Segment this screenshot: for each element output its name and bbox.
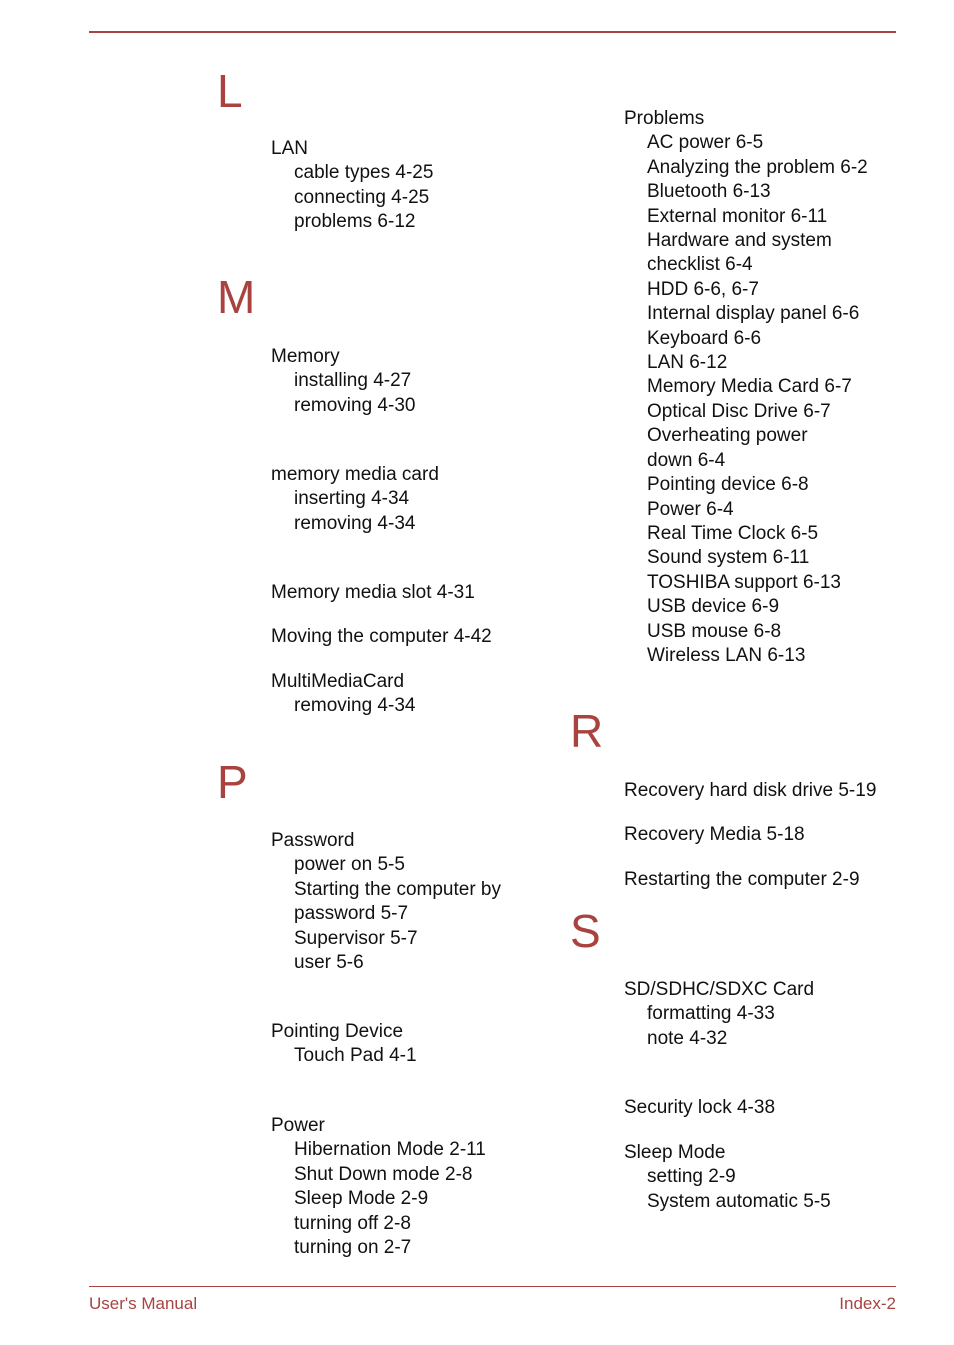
index-entry-lan xyxy=(271,137,433,235)
section-letter-r: R xyxy=(570,705,604,757)
entry-heading: Memory xyxy=(271,346,340,367)
sub-entry[interactable]: problems 6-12 xyxy=(294,211,416,233)
entry-heading: Pointing Device xyxy=(271,1021,404,1042)
sub-entry[interactable]: Optical Disc Drive 6-7 xyxy=(647,400,831,422)
section-letter-l: L xyxy=(217,65,243,117)
entry-heading[interactable]: Moving the computer 4-42 xyxy=(271,626,492,647)
entry-heading: LAN xyxy=(271,138,308,159)
sub-entry[interactable]: Analyzing the problem 6-2 xyxy=(647,156,868,178)
sub-entry[interactable]: HDD 6-6, 6-7 xyxy=(647,278,759,300)
section-letter-p: P xyxy=(217,756,248,808)
entry-heading: Power xyxy=(271,1115,325,1136)
index-entry-password xyxy=(271,829,501,975)
sub-entry[interactable]: System automatic 5-5 xyxy=(647,1190,831,1212)
bottom-rule xyxy=(89,1286,896,1287)
section-letter-m: M xyxy=(217,271,256,323)
index-entry-multimediacard xyxy=(271,670,415,719)
sub-entry[interactable]: Shut Down mode 2-8 xyxy=(294,1163,473,1185)
sub-entry[interactable]: TOSHIBA support 6-13 xyxy=(647,571,841,593)
index-entry-memory-media-slot xyxy=(271,581,475,605)
sub-entry[interactable]: note 4-32 xyxy=(647,1027,728,1049)
sub-entry[interactable]: power on 5-5 xyxy=(294,854,405,876)
sub-entry[interactable]: Supervisor 5-7 xyxy=(294,927,418,949)
index-entry-sd-card xyxy=(624,978,814,1051)
sub-entry[interactable]: checklist 6-4 xyxy=(647,254,753,276)
entry-heading[interactable]: Recovery Media 5-18 xyxy=(624,824,805,845)
sub-entry[interactable]: LAN 6-12 xyxy=(647,352,728,374)
sub-entry[interactable]: External monitor 6-11 xyxy=(647,205,828,227)
sub-entry[interactable]: Bluetooth 6-13 xyxy=(647,181,771,203)
entry-heading: Problems xyxy=(624,108,705,129)
sub-entry[interactable]: turning off 2-8 xyxy=(294,1212,411,1234)
entry-heading: memory media card xyxy=(271,464,439,485)
index-entry-security-lock xyxy=(624,1096,775,1120)
sub-entry[interactable]: Wireless LAN 6-13 xyxy=(647,644,806,666)
sub-entry[interactable]: AC power 6-5 xyxy=(647,132,764,154)
sub-entry[interactable]: Pointing device 6-8 xyxy=(647,474,809,496)
sub-entry[interactable]: Keyboard 6-6 xyxy=(647,327,762,349)
sub-entry[interactable]: Starting the computer by xyxy=(294,878,501,900)
entry-heading: Sleep Mode xyxy=(624,1142,726,1163)
index-entry-recovery-hdd xyxy=(624,779,876,803)
sub-entry[interactable]: setting 2-9 xyxy=(647,1166,736,1188)
entry-heading: MultiMediaCard xyxy=(271,671,405,692)
sub-entry[interactable]: Hibernation Mode 2-11 xyxy=(294,1139,486,1161)
entry-heading[interactable]: Memory media slot 4-31 xyxy=(271,582,475,603)
section-letter-s: S xyxy=(570,905,601,957)
entry-heading: Password xyxy=(271,830,355,851)
footer-manual-title: User's Manual xyxy=(89,1294,198,1313)
sub-entry[interactable]: cable types 4-25 xyxy=(294,162,434,184)
sub-entry[interactable]: connecting 4-25 xyxy=(294,186,430,208)
sub-entry[interactable]: Memory Media Card 6-7 xyxy=(647,376,852,398)
sub-entry[interactable]: formatting 4-33 xyxy=(647,1003,775,1025)
sub-entry[interactable]: USB device 6-9 xyxy=(647,596,780,618)
index-entry-memory-media-card xyxy=(271,463,439,536)
index-entry-moving xyxy=(271,625,492,649)
sub-entry[interactable]: down 6-4 xyxy=(647,449,726,471)
sub-entry[interactable]: user 5-6 xyxy=(294,952,364,974)
index-entry-memory xyxy=(271,345,415,418)
sub-entry[interactable]: Sleep Mode 2-9 xyxy=(294,1188,429,1210)
sub-entry[interactable]: Power 6-4 xyxy=(647,498,734,520)
top-rule xyxy=(89,31,896,33)
sub-entry[interactable]: turning on 2-7 xyxy=(294,1237,412,1259)
entry-heading[interactable]: Security lock 4-38 xyxy=(624,1097,776,1118)
sub-entry[interactable]: removing 4-34 xyxy=(294,512,416,534)
sub-entry[interactable]: USB mouse 6-8 xyxy=(647,620,782,642)
index-entry-power xyxy=(271,1114,486,1260)
sub-entry[interactable]: password 5-7 xyxy=(294,903,409,925)
entry-heading[interactable]: Restarting the computer 2-9 xyxy=(624,869,860,890)
sub-entry[interactable]: inserting 4-34 xyxy=(294,488,410,510)
sub-entry[interactable]: installing 4-27 xyxy=(294,370,412,392)
entry-heading: SD/SDHC/SDXC Card xyxy=(624,979,815,1000)
index-entry-restarting xyxy=(624,868,860,892)
sub-entry[interactable]: Sound system 6-11 xyxy=(647,547,810,569)
sub-entry[interactable]: Internal display panel 6-6 xyxy=(647,303,860,325)
index-entry-problems xyxy=(624,107,868,668)
sub-entry[interactable]: removing 4-34 xyxy=(294,695,416,717)
sub-entry[interactable]: Touch Pad 4-1 xyxy=(294,1045,417,1067)
sub-entry[interactable]: removing 4-30 xyxy=(294,394,416,416)
index-entry-recovery-media xyxy=(624,823,805,847)
sub-entry[interactable]: Hardware and system xyxy=(647,230,832,252)
sub-entry[interactable]: Real Time Clock 6-5 xyxy=(647,522,819,544)
footer-page-number: Index-2 xyxy=(839,1294,896,1313)
index-entry-sleep-mode xyxy=(624,1141,831,1214)
index-entry-pointing-device xyxy=(271,1020,417,1069)
sub-entry[interactable]: Overheating power xyxy=(647,425,808,447)
entry-heading[interactable]: Recovery hard disk drive 5-19 xyxy=(624,780,877,801)
